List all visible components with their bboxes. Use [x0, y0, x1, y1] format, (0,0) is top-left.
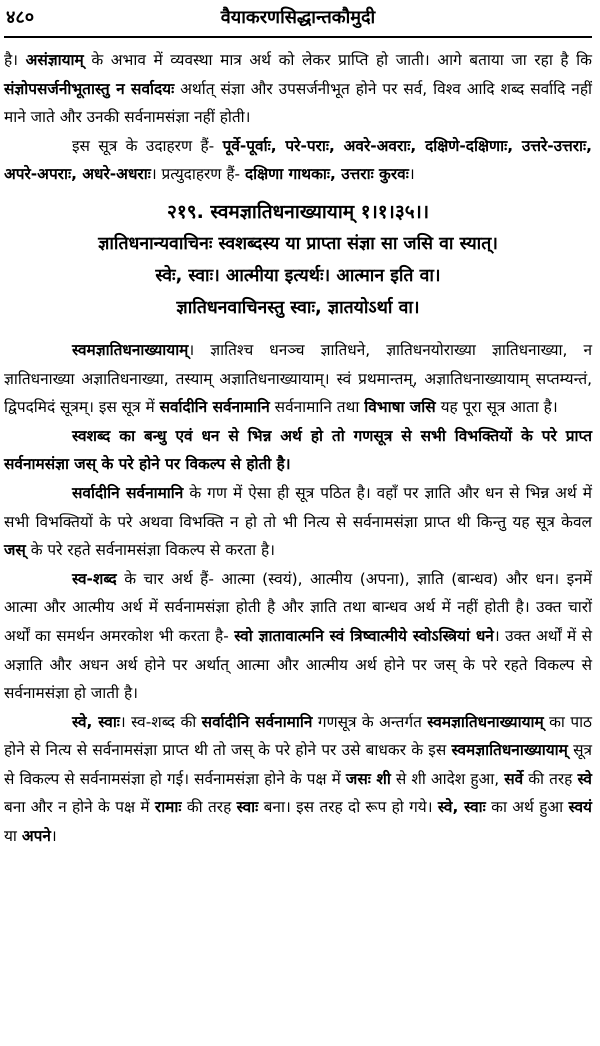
paragraph-padaccheda — [4, 336, 592, 422]
sutra-heading: २१९. स्वमज्ञातिधनाख्यायाम् १।१।३५।। — [166, 200, 430, 223]
bold-term: असंज्ञायाम् — [25, 51, 84, 69]
text-run: से शी आदेश हुआ, — [390, 769, 505, 788]
bold-quote: स्वो ज्ञातावात्मनि स्वं त्रिष्वात्मीये स्वोऽस्त्रियां धने — [234, 626, 494, 645]
bold-term: स्वाः — [236, 798, 259, 817]
bold-term: स्वमज्ञातिधनाख्यायाम् — [72, 340, 189, 359]
page-header — [4, 2, 592, 38]
text-run: बना और न होने के पक्ष में — [4, 798, 155, 817]
bold-term: जसः शी — [345, 769, 391, 788]
text-run: । — [408, 165, 415, 184]
bold-term: सर्वादीनि सर्वनामानि — [201, 712, 313, 731]
bold-term: स्वे — [577, 769, 592, 788]
text-run: यह पूरा सूत्र आता है। — [435, 398, 558, 417]
text-run: सूत्र से विकल्प से सर्वनामसंज्ञा हो गई। सर्वनामसंज्ञा होने के पक्ष में — [4, 741, 592, 788]
text-run: सर्वनामानि तथा — [269, 398, 365, 417]
text-run: के चार अर्थ हैं- आत्मा (स्वयं), आत्मीय (अपना), ज्ञाति (बान्धव) और धन। इनमें आत्मा और आत्मीय अर्थ में सर्वनामसंज्ञा होती है और ज्ञाति तथा बान्धव अर्थ में नहीं होती है। उक्त चारों अर्थों का समर्थन अमरकोश भी करता है- — [4, 569, 592, 645]
text-run: के अभाव में व्यवस्था मात्र अर्थ को लेकर प्राप्ति हो जाती। आगे बताया जा रहा है कि — [83, 51, 592, 69]
text-run: । स्व-शब्द की — [119, 712, 202, 731]
text-run: की तरह — [181, 798, 237, 817]
text-run: । प्रत्युदाहरण हैं- — [150, 165, 245, 184]
bold-term: जस् — [4, 541, 26, 560]
paragraph-forms — [4, 708, 592, 851]
sutra-vritti-line-2: स्वेः, स्वाः। आत्मीया इत्यर्थः। आत्मान इति वा। — [155, 265, 441, 286]
paragraph-four-meanings — [4, 565, 592, 708]
bold-counter-examples: दक्षिणा गाथकाः, उत्तराः कुरवः — [244, 165, 409, 184]
bold-term: स्व-शब्द — [72, 569, 117, 588]
bold-term: स्वयं — [568, 798, 592, 817]
bold-term: सर्वे — [504, 769, 524, 788]
text-run: के गण में ऐसा ही सूत्र पठित है। वहाँ पर ज्ञाति और धन से भिन्न अर्थ में सभी विभक्तियों के परे अथवा विभक्ति न हो तो भी नित्य से सर्वनामसंज्ञा प्राप्त थी किन्तु यह सूत्र केवल — [4, 483, 592, 531]
bold-term: रामाः — [154, 798, 182, 817]
text-run: । — [50, 827, 57, 846]
bold-examples: पूर्वे-पूर्वाः, परे-पराः, अवरे-अवराः, दक्षिणे-दक्षिणाः, उत्तरे-उत्तराः, अपरे-अपराः, अधरे-अधराः — [4, 136, 592, 184]
text-run: । ज्ञातिश्च धनञ्च ज्ञातिधने, ज्ञातिधनयोराख्या ज्ञातिधनाख्या, न ज्ञातिधनाख्या अज्ञातिधनाख्या, तस्याम् अज्ञातिधनाख्यायाम्। स्वं प्रथमान्तम्, अज्ञातिधनाख्यायाम् सप्तम्यन्तं, द्विपदमिदं सूत्रम्। इस सूत्र में — [4, 340, 592, 417]
paragraph-meaning — [4, 422, 592, 479]
running-title: वैयाकरणसिद्धान्तकौमुदी — [220, 7, 376, 28]
text-run: का पाठ होने से नित्य से सर्वनामसंज्ञा प्राप्त थी तो जस् के परे होने पर उसे बाधकर के इस — [4, 712, 592, 760]
bold-term: विभाषा जसि — [364, 398, 436, 417]
bold-term: सर्वादीनि सर्वनामानि — [159, 398, 270, 417]
sutra-vritti-line-3: ज्ञातिधनवाचिनस्तु स्वाः, ज्ञातयोऽर्था वा। — [176, 297, 420, 318]
bold-term: अपने — [21, 827, 51, 846]
text-run: है। — [4, 51, 26, 69]
text-run: इस सूत्र के उदाहरण हैं- — [72, 136, 223, 155]
text-run: या — [4, 827, 22, 846]
bold-term: स्वमज्ञातिधनाख्यायाम् — [451, 741, 568, 760]
bold-meaning: स्वशब्द का बन्धु एवं धन से भिन्न अर्थ हो तो गणसूत्र से सभी विभक्तियों के परे प्राप्त सर्वनामसंज्ञा जस् के परे होने पर विकल्प से होती है। — [4, 426, 592, 474]
bold-term: स्वमज्ञातिधनाख्यायाम् — [427, 712, 544, 731]
text-run: गणसूत्र के अन्तर्गत — [312, 712, 428, 731]
bold-term: संज्ञोपसर्जनीभूतास्तु न सर्वादयः — [4, 79, 175, 98]
paragraph-continuation — [4, 46, 592, 132]
paragraph-explanation — [4, 479, 592, 565]
text-run: बना। इस तरह दो रूप हो गये। — [258, 798, 438, 817]
text-run: । उक्त अर्थों में से अज्ञाति और अधन अर्थ होने पर अर्थात् आत्मा और आत्मीय अर्थ होने पर जस् के परे रहते विकल्प से सर्वनामसंज्ञा हो जाती है। — [4, 626, 592, 703]
bold-term: सर्वादीनि सर्वनामानि — [72, 483, 184, 502]
sutra-vritti-line-1: ज्ञातिधनान्यवाचिनः स्वशब्दस्य या प्राप्ता संज्ञा सा जसि वा स्यात्। — [98, 233, 498, 254]
bold-term: स्वे, स्वाः — [437, 798, 486, 817]
text-run: का अर्थ हुआ — [485, 798, 569, 817]
paragraph-examples — [4, 132, 592, 189]
sutra-block — [4, 196, 592, 324]
text-run: के परे रहते सर्वनामसंज्ञा विकल्प से करता है। — [25, 541, 276, 560]
page-number: ४८० — [6, 7, 35, 28]
text-run: की तरह — [523, 769, 578, 788]
text-run: अर्थात् संज्ञा और उपसर्जनीभूत होने पर सर्व, विश्व आदि शब्द सर्वादि नहीं माने जाते और उनकी सर्वनामसंज्ञा नहीं होती। — [4, 79, 592, 127]
bold-term: स्वे, स्वाः — [72, 712, 120, 731]
